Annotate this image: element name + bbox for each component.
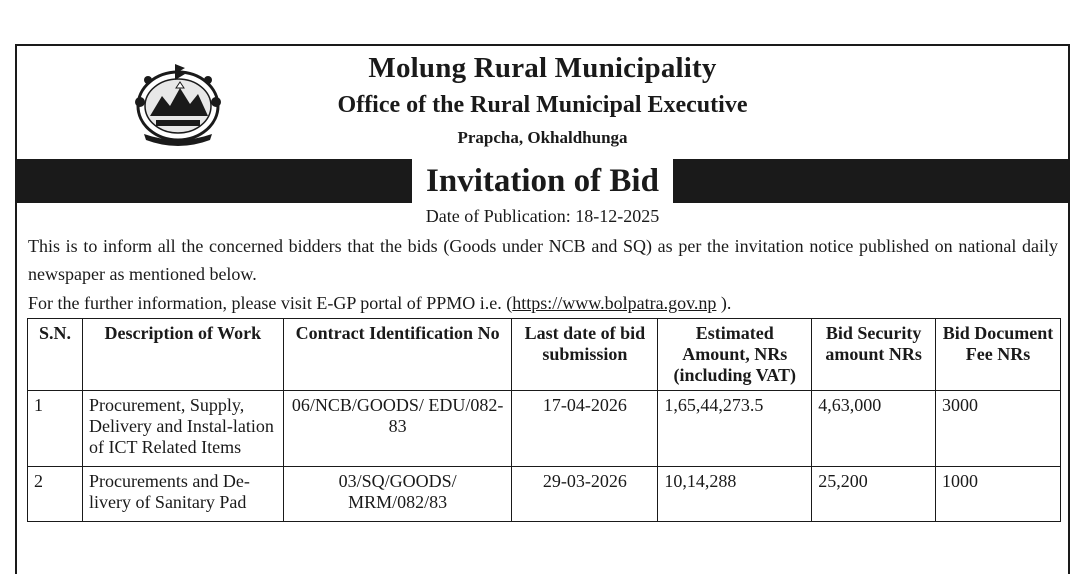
cell-fee: 1000 bbox=[936, 467, 1061, 522]
cell-last-date: 29-03-2026 bbox=[512, 467, 658, 522]
col-header-security: Bid Security amount NRs bbox=[812, 319, 936, 391]
col-header-fee: Bid Document Fee NRs bbox=[936, 319, 1061, 391]
bid-notice bbox=[15, 44, 1070, 574]
cell-contract-id: 06/NCB/GOODS/ EDU/082-83 bbox=[283, 391, 512, 467]
bid-table bbox=[27, 318, 1061, 522]
info-line bbox=[28, 290, 731, 316]
cell-sn: 1 bbox=[28, 391, 83, 467]
org-address: Prapcha, Okhaldhunga bbox=[457, 128, 628, 147]
portal-link[interactable]: https://www.bolpatra.gov.np bbox=[512, 293, 717, 313]
table-row bbox=[28, 467, 1061, 522]
cell-security: 4,63,000 bbox=[812, 391, 936, 467]
col-header-description: Description of Work bbox=[82, 319, 283, 391]
cell-estimated: 1,65,44,273.5 bbox=[658, 391, 812, 467]
col-header-contract-id: Contract Identification No bbox=[283, 319, 512, 391]
info-prefix: For the further information, please visit E-GP portal of PPMO i.e. ( bbox=[28, 293, 513, 313]
publication-date: Date of Publication: 18-12-2025 bbox=[425, 206, 660, 226]
col-header-last-date: Last date of bid submission bbox=[512, 319, 658, 391]
cell-estimated: 10,14,288 bbox=[658, 467, 812, 522]
cell-contract-id: 03/SQ/GOODS/ MRM/082/83 bbox=[283, 467, 512, 522]
info-suffix: ). bbox=[716, 293, 732, 313]
col-header-estimated: Estimated Amount, NRs (including VAT) bbox=[658, 319, 812, 391]
notice-header bbox=[17, 46, 1068, 159]
intro-paragraph: This is to inform all the concerned bidders that the bids (Goods under NCB and SQ) as per the invitation notice published on national daily newspaper as mentioned below. bbox=[28, 236, 1058, 284]
org-name: Molung Rural Municipality bbox=[368, 52, 717, 84]
cell-description: Procurements and De-livery of Sanitary Pad bbox=[82, 467, 283, 522]
col-header-sn: S.N. bbox=[28, 319, 83, 391]
cell-security: 25,200 bbox=[812, 467, 936, 522]
intro-text bbox=[28, 232, 1058, 288]
notice-title: Invitation of Bid bbox=[412, 159, 673, 203]
cell-sn: 2 bbox=[28, 467, 83, 522]
cell-fee: 3000 bbox=[936, 391, 1061, 467]
table-header-row bbox=[28, 319, 1061, 391]
notice-title-wrap bbox=[17, 159, 1068, 203]
cell-last-date: 17-04-2026 bbox=[512, 391, 658, 467]
office-name: Office of the Rural Municipal Executive bbox=[337, 92, 748, 118]
table-row bbox=[28, 391, 1061, 467]
cell-description: Procurement, Supply, Delivery and Instal-lation of ICT Related Items bbox=[82, 391, 283, 467]
